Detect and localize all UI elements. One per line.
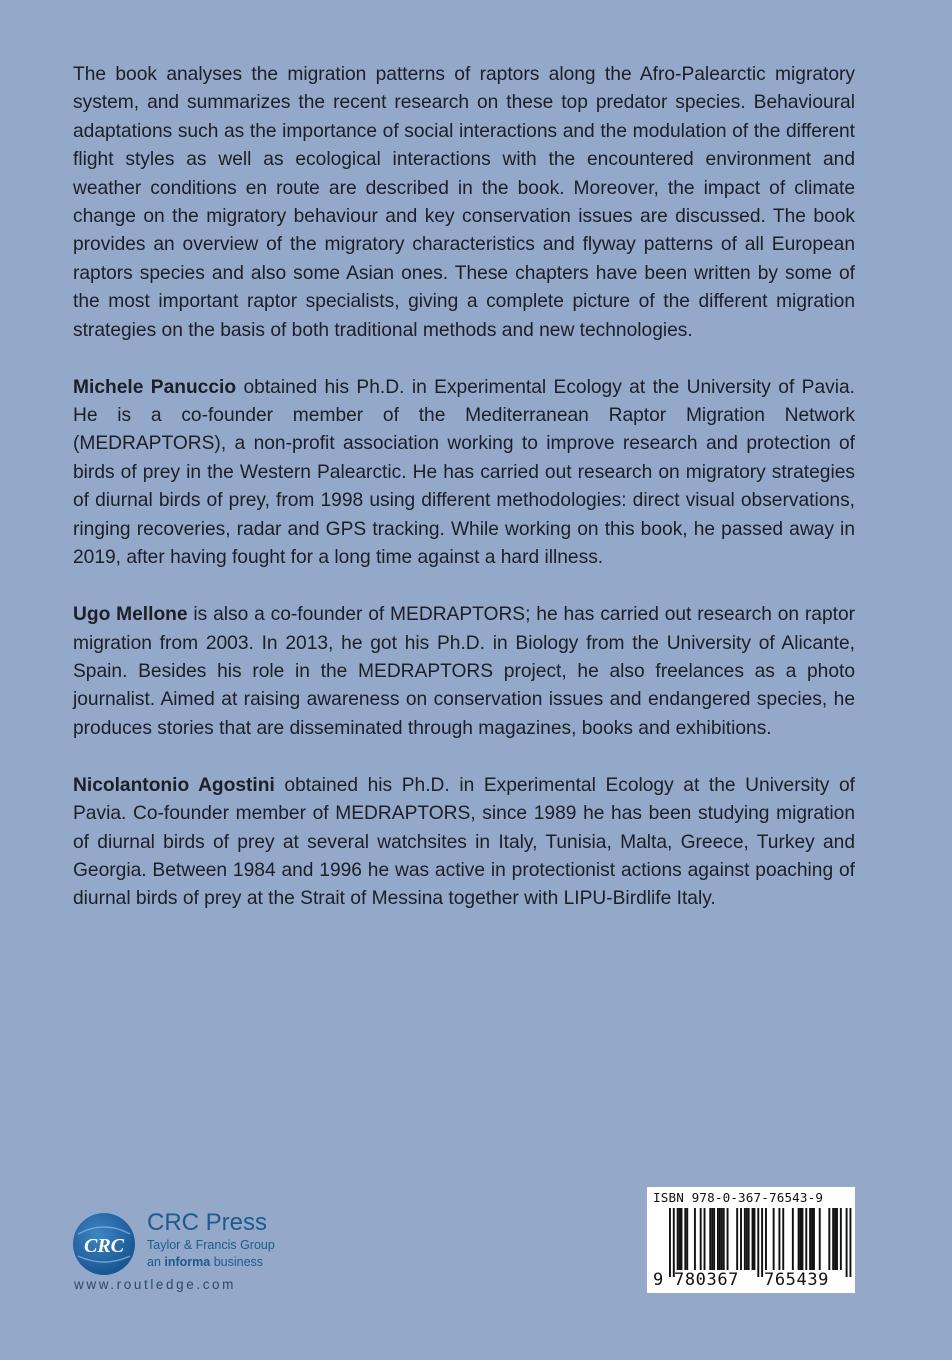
barcode-bar [723,1208,725,1270]
barcode-bar [711,1208,713,1270]
barcode-bar [805,1208,807,1270]
barcode-bar [800,1208,802,1270]
barcode-bar [713,1208,715,1270]
barcode-bar [757,1208,759,1277]
book-description: The book analyses the migration patterns of raptors along the Afro-Palearctic migratory system, and summarizes the recent research on these top predator species. Behavioural adaptations such as the importance of social interactions and the modulation of the different flight styles as well as ecological interactions with the encountered environment and weather conditions en route are described in the book. Moreover, the impact of climate change on the migratory behaviour and key conservation issues are discussed. The book provides an overview of the migratory characteristics and flyway patterns of all European raptors species and also some Asian ones. These chapters have been written by some of the most important raptor specialists, giving a complete picture of the different migration strategies on the basis of both traditional methods and new technologies. [73,64,855,341]
barcode-bar [746,1208,748,1270]
barcode-bar [753,1208,755,1270]
barcode-bar [721,1208,723,1270]
barcode-bar [782,1208,784,1270]
barcode-bar [798,1208,800,1270]
barcode-bar [840,1208,842,1270]
barcode-bar [834,1208,836,1270]
barcode-bar [700,1208,702,1270]
barcode-bar [709,1208,711,1270]
barcode-bar [673,1208,675,1277]
publisher-group: Taylor & Francis Group [147,1238,275,1252]
barcode-bar [717,1208,719,1270]
barcode-bar [694,1208,696,1270]
author-bio-agostini [73,772,855,914]
barcode-bar [740,1208,742,1270]
isbn-barcode [647,1187,855,1293]
barcode-bar [727,1208,729,1270]
barcode-digits-right: 765439 [764,1270,830,1290]
barcode-bar [752,1208,754,1270]
author-name: Ugo Mellone [73,604,188,626]
author-bio-text: is also a co-founder of MEDRAPTORS; he has carried out research on raptor migration from 2003. In 2013, he got his Ph.D. in Biology from the University of Alicante, Spain. Besides his role in the MEDRAPTORS project, he also freelances as a photo journalist. Aimed at raising awareness on conservation issues and endangered species, he produces stories that are disseminated through magazines, books and exhibitions. [73,604,856,739]
svg-text:CRC: CRC [83,1235,125,1257]
barcode-bar [773,1208,775,1270]
author-bio-panuccio [73,374,855,573]
publisher-url[interactable]: www.routledge.com [74,1277,237,1292]
barcode-bar [813,1208,815,1270]
barcode-bar [719,1208,721,1270]
barcode-bar [801,1208,803,1270]
barcode-bar [828,1208,830,1270]
barcode-bar [744,1208,746,1270]
barcode-bar [778,1208,780,1270]
barcode-bar [792,1208,794,1270]
barcode-bar [677,1208,679,1270]
author-bio-text: obtained his Ph.D. in Experimental Ecology at the University of Pavia. He is a co-founder member of the Mediterranean Raptor Migration Network (MEDRAPTORS), a non-profit association working to improve research and protection of birds of prey in the Western Palearctic. He has carried out research on migratory strategies of diurnal birds of prey, from 1998 using different methodologies: direct visual observations, ringing recoveries, radar and GPS tracking. While working on this book, he passed away in 2019, after having fought for a long time against a hard illness. [73,376,856,569]
barcode-bar [684,1208,686,1270]
barcode-bar [836,1208,838,1270]
publisher-informa: an informa business [147,1255,264,1269]
barcode-bar [736,1208,738,1270]
barcode-bar [761,1208,763,1277]
barcode-bar [679,1208,681,1270]
barcode-bar [809,1208,811,1270]
barcode-bar [686,1208,688,1270]
barcode-bar [681,1208,683,1270]
author-name: Nicolantonio Agostini [73,774,275,796]
barcode-bar [832,1208,834,1270]
barcode-bar [849,1208,851,1277]
barcode-lead-digit: 9 [653,1270,664,1290]
author-bio-mellone [73,601,855,743]
barcode-bar [748,1208,750,1270]
author-bio-text: obtained his Ph.D. in Experimental Ecology at the University of Pavia. Co-founder member of MEDRAPTORS, since 1989 he has been studying migration of diurnal birds of prey at several watchsites in Italy, Tunisia, Malta, Greece, Turkey and Georgia. Between 1984 and 1996 he was active in protectionist actions against poaching of diurnal birds of prey at the Strait of Messina together with LIPU-Birdlife Italy. [73,774,855,910]
barcode-bar [704,1208,706,1270]
barcode-bar [819,1208,821,1270]
barcode-digits-left: 780367 [674,1270,740,1290]
barcode-bar [846,1208,848,1277]
barcode-bar [811,1208,813,1270]
isbn-label: ISBN 978-0-367-76543-9 [653,1190,824,1205]
author-name: Michele Panuccio [73,376,237,398]
barcode-bar [669,1208,671,1277]
publisher-name: CRC Press [147,1209,268,1236]
publisher-block [72,1208,312,1298]
barcode-bar [765,1208,767,1270]
crc-press-logo [72,1212,136,1276]
back-cover-text [73,61,855,942]
